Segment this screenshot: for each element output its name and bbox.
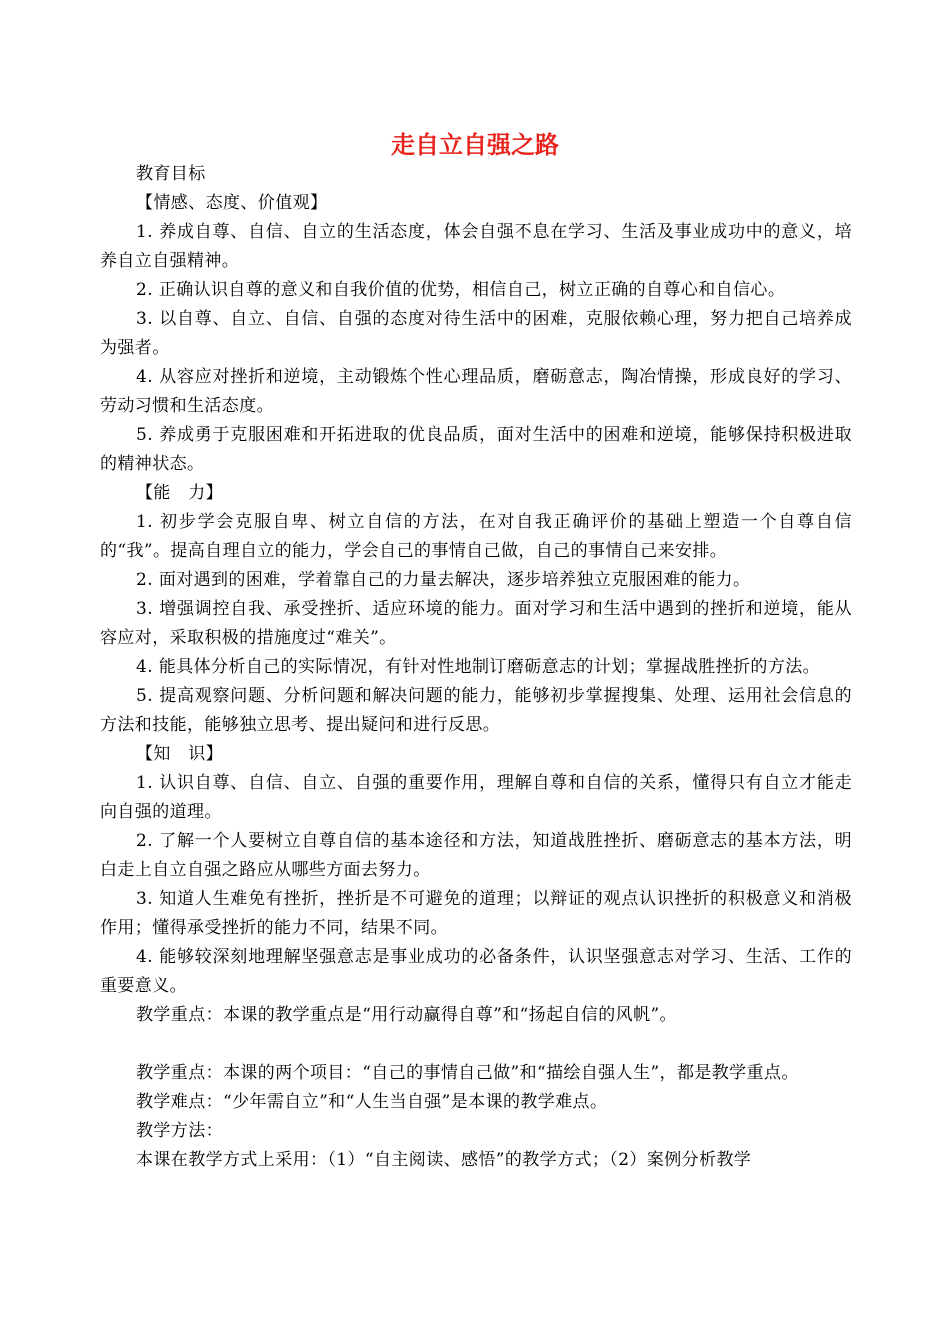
paragraph: 1. 认识自尊、自信、自立、自强的重要作用，理解自尊和自信的关系，懂得只有自立才能走向自强的道理。	[100, 773, 852, 822]
paragraph: 2. 正确认识自尊的意义和自我价值的优势，相信自己，树立正确的自尊心和自信心。	[136, 280, 786, 300]
paragraph: 【能 力】	[136, 483, 223, 503]
paragraph: 本课在教学方式上采用：（1）“自主阅读、感悟”的教学方式；（2）案例分析教学	[136, 1150, 752, 1170]
paragraph: 5. 养成勇于克服困难和开拓进取的优良品质，面对生活中的困难和逆境，能够保持积极进取的精神状态。	[100, 425, 852, 474]
paragraph: 4. 能够较深刻地理解坚强意志是事业成功的必备条件，认识坚强意志对学习、生活、工作的重要意义。	[100, 947, 852, 996]
blank-line	[100, 1030, 852, 1059]
paragraph: 2. 了解一个人要树立自尊自信的基本途径和方法，知道战胜挫折、磨砺意志的基本方法，明白走上自立自强之路应从哪些方面去努力。	[100, 831, 852, 880]
paragraph: 3. 增强调控自我、承受挫折、适应环境的能力。面对学习和生活中遇到的挫折和逆境，能从容应对，采取积极的措施度过“难关”。	[100, 599, 852, 648]
paragraph: 教学难点：“少年需自立”和“人生当自强”是本课的教学难点。	[136, 1092, 608, 1112]
paragraph: 5. 提高观察问题、分析问题和解决问题的能力，能够初步掌握搜集、处理、运用社会信息的方法和技能，能够独立思考、提出疑问和进行反思。	[100, 686, 852, 735]
paragraph: 教学重点：本课的两个项目：“自己的事情自己做”和“描绘自强人生”，都是教学重点。	[136, 1063, 799, 1083]
paragraph: 【情感、态度、价值观】	[136, 193, 328, 213]
paragraph: 4. 从容应对挫折和逆境，主动锻炼个性心理品质，磨砺意志，陶冶情操，形成良好的学习、劳动习惯和生活态度。	[100, 367, 852, 416]
document-body	[100, 160, 852, 1175]
paragraph: 教育目标	[136, 164, 206, 184]
paragraph: 3. 以自尊、自立、自信、自强的态度对待生活中的困难，克服依赖心理，努力把自己培养成为强者。	[100, 309, 852, 358]
paragraph: 2. 面对遇到的困难，学着靠自己的力量去解决，逐步培养独立克服困难的能力。	[136, 570, 751, 590]
paragraph: 3. 知道人生难免有挫折，挫折是不可避免的道理；以辩证的观点认识挫折的积极意义和消极作用；懂得承受挫折的能力不同，结果不同。	[100, 889, 852, 938]
document-title: 走自立自强之路	[391, 130, 559, 159]
paragraph: 【知 识】	[136, 744, 223, 764]
paragraph: 教学重点：本课的教学重点是“用行动赢得自尊”和“扬起自信的风帆”。	[136, 1005, 677, 1025]
paragraph: 1. 初步学会克服自卑、树立自信的方法，在对自我正确评价的基础上塑造一个自尊自信的“我”。提高自理自立的能力，学会自己的事情自己做，自己的事情自己来安排。	[100, 512, 852, 561]
paragraph: 1. 养成自尊、自信、自立的生活态度，体会自强不息在学习、生活及事业成功中的意义，培养自立自强精神。	[100, 222, 852, 271]
paragraph: 4. 能具体分析自己的实际情况，有针对性地制订磨砺意志的计划；掌握战胜挫折的方法。	[136, 657, 821, 677]
paragraph: 教学方法：	[136, 1121, 223, 1141]
